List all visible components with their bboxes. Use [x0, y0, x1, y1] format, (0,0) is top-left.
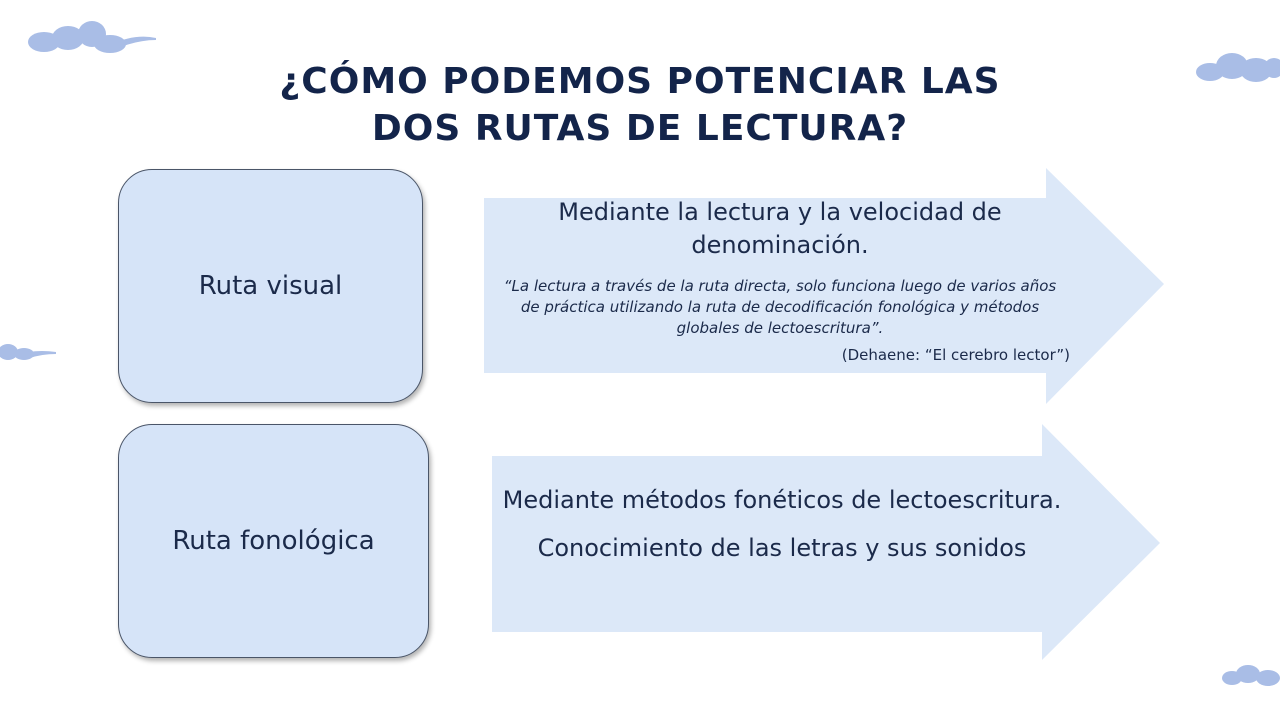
- route-box-phonological: [118, 424, 429, 658]
- arrow-visual-citation: (Dehaene: “El cerebro lector”): [841, 346, 1070, 364]
- arrow-phonological-main-text: Mediante métodos fonéticos de lectoescritura.: [502, 486, 1062, 514]
- page-title: [200, 58, 1080, 152]
- arrow-visual-content: [490, 196, 1070, 366]
- title-line-2: DOS RUTAS DE LECTURA?: [371, 108, 909, 149]
- arrow-phonological-content: [500, 482, 1064, 566]
- arrow-visual-main-text: Mediante la lectura y la velocidad de denominación.: [558, 198, 1002, 259]
- cloud-icon: [0, 338, 58, 366]
- cloud-icon: [1220, 660, 1280, 690]
- title-line-1: ¿CÓMO PODEMOS POTENCIAR LAS: [279, 61, 1001, 102]
- arrow-visual-quote: “La lectura a través de la ruta directa, solo funciona luego de varios años de práctica utilizando la ruta de decodificación fonológica y métodos globales de lectoescritura”.: [503, 277, 1057, 337]
- cloud-icon: [1194, 48, 1280, 88]
- route-box-visual: [118, 169, 423, 403]
- arrow-phonological-sub-text: Conocimiento de las letras y sus sonidos: [537, 534, 1027, 562]
- route-label-visual: Ruta visual: [198, 271, 343, 301]
- route-label-phonological: Ruta fonológica: [172, 526, 375, 556]
- cloud-icon: [26, 18, 160, 58]
